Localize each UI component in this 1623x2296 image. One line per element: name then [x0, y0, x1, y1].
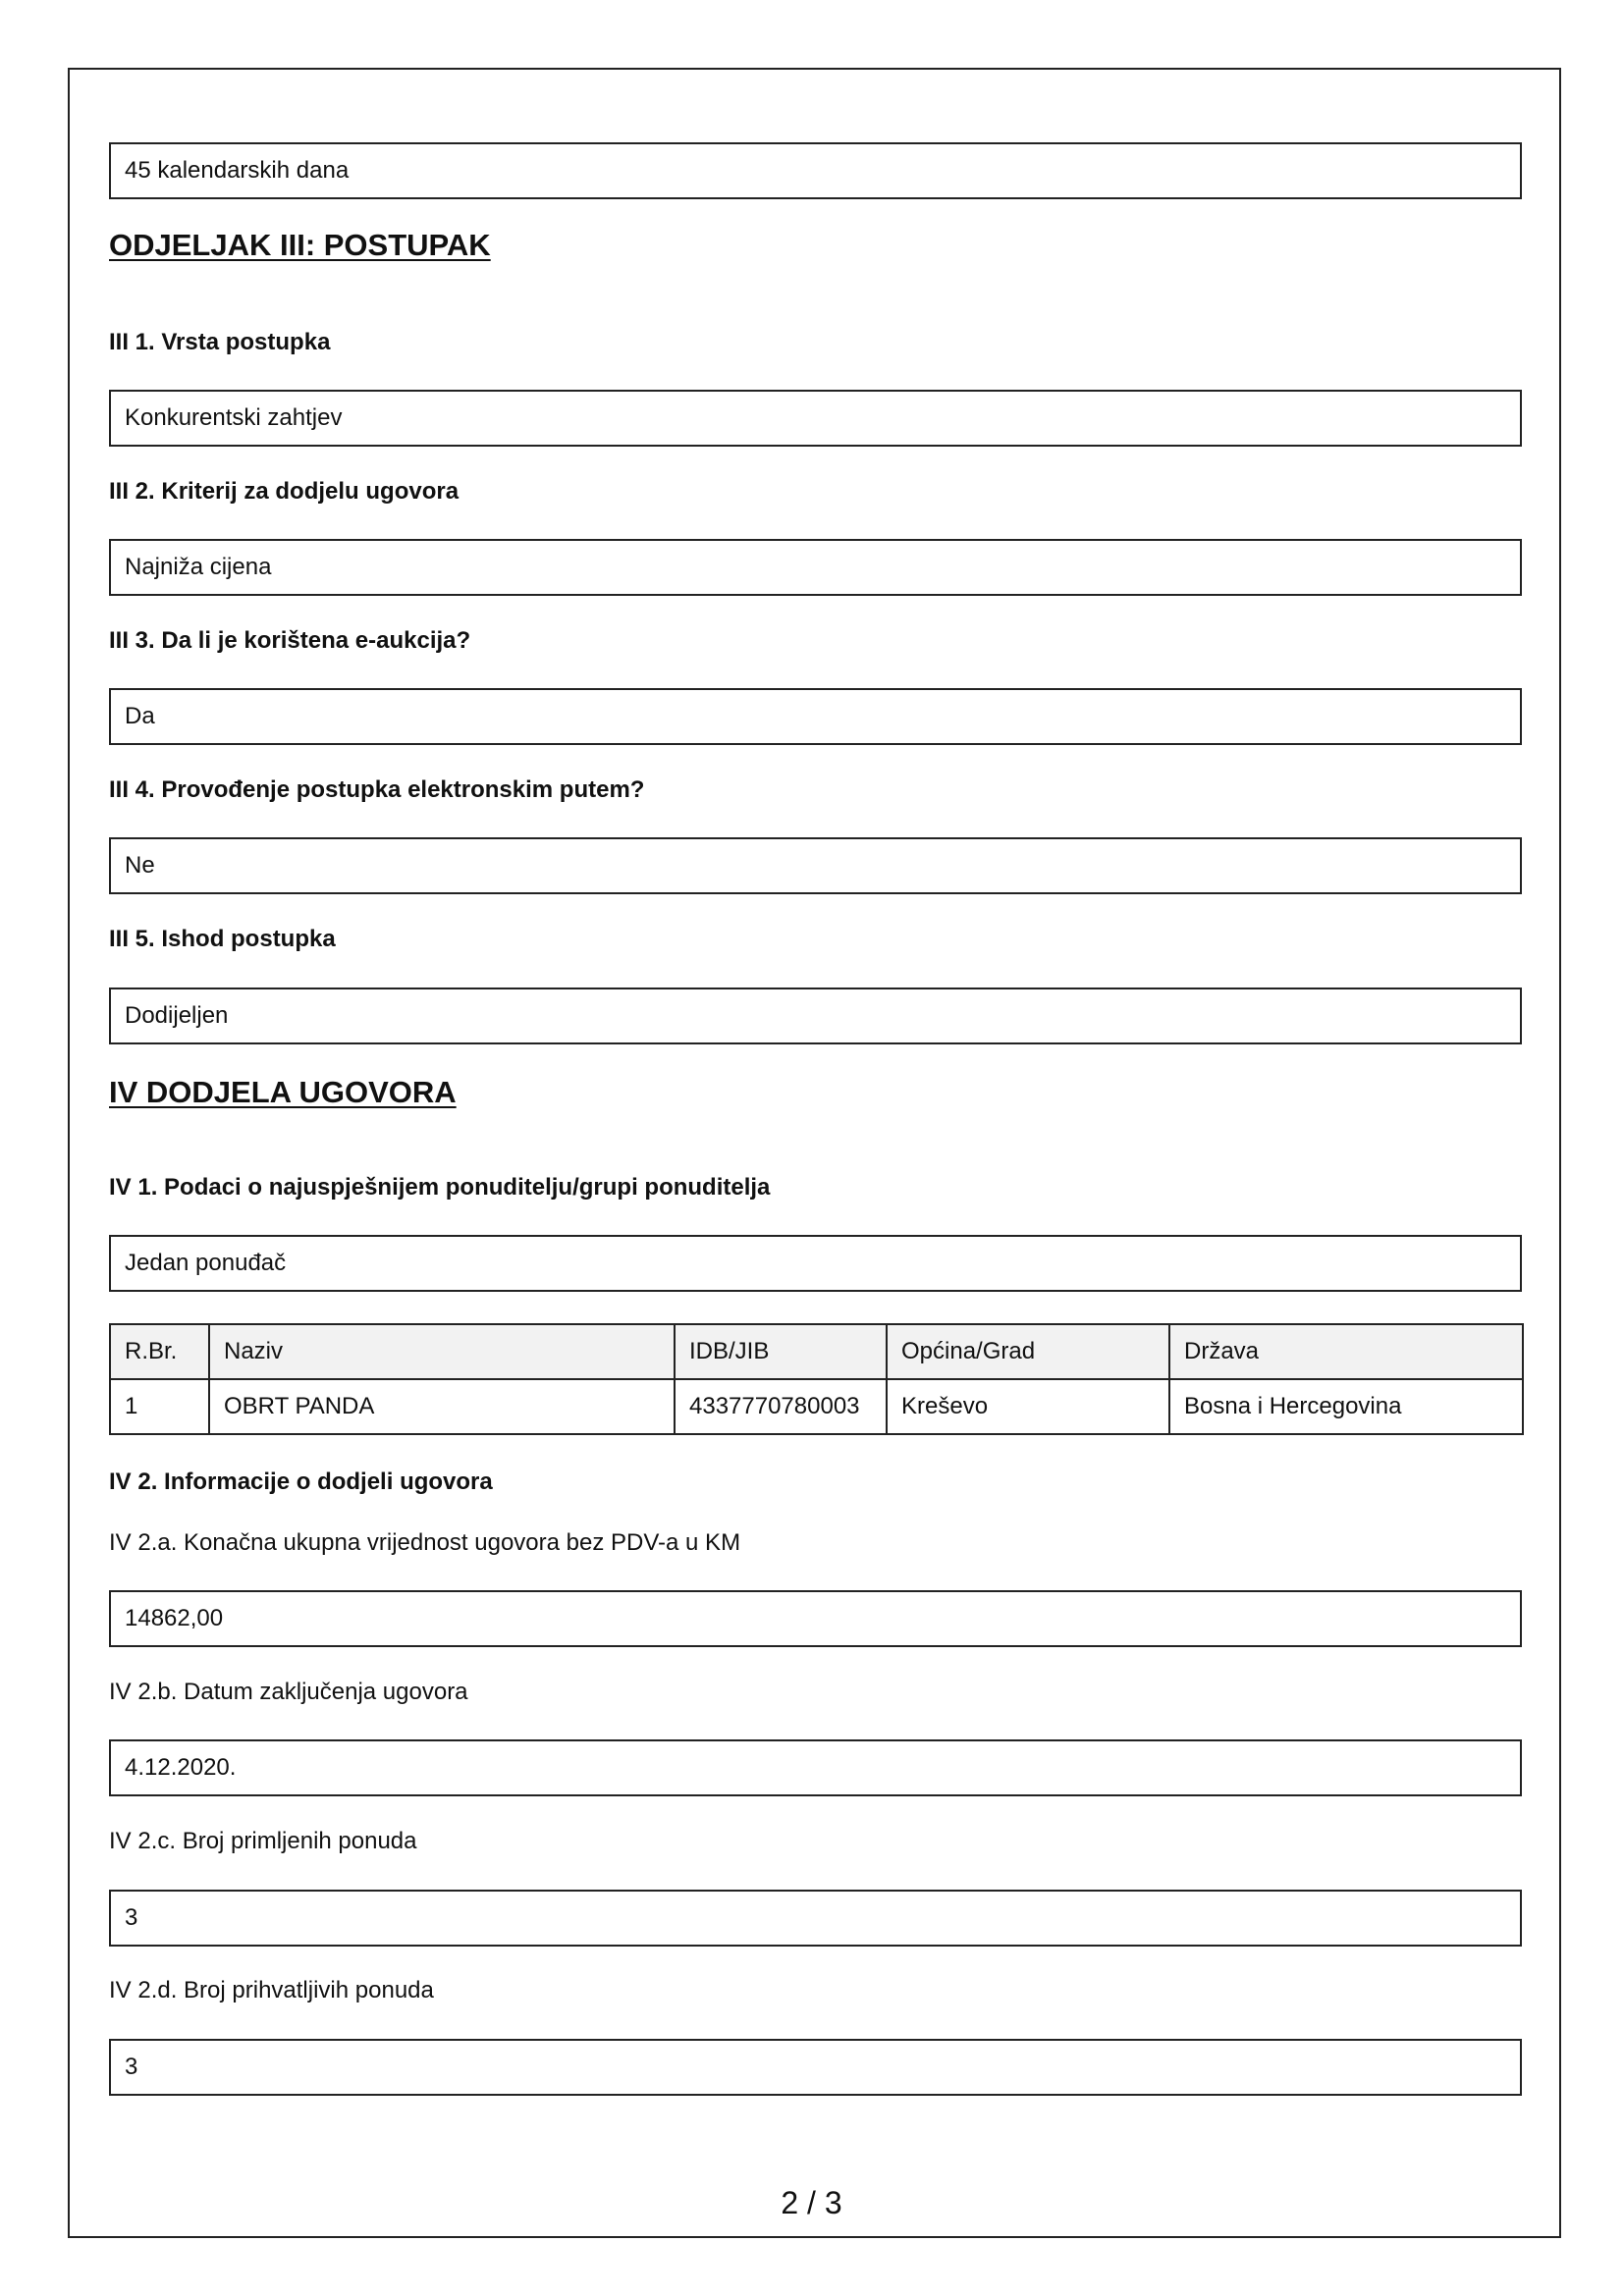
iii-4-value: Ne	[109, 837, 1522, 894]
iii-5-label: III 5. Ishod postupka	[109, 926, 336, 952]
table-header-row	[110, 1324, 1523, 1379]
section-3-title: ODJELJAK III: POSTUPAK	[109, 228, 491, 262]
iii-2-value: Najniža cijena	[109, 539, 1522, 596]
iv-2c-value: 3	[109, 1890, 1522, 1947]
iii-5-value: Dodijeljen	[109, 988, 1522, 1044]
iv-2c-label: IV 2.c. Broj primljenih ponuda	[109, 1828, 417, 1854]
iv-2b-label: IV 2.b. Datum zaključenja ugovora	[109, 1679, 468, 1705]
cell-rbr: 1	[110, 1379, 209, 1434]
table-row	[110, 1379, 1523, 1434]
column-header-drzava: Država	[1169, 1324, 1523, 1379]
iv-2d-label: IV 2.d. Broj prihvatljivih ponuda	[109, 1977, 434, 2003]
iv-1-value: Jedan ponuđač	[109, 1235, 1522, 1292]
column-header-opcina-grad: Općina/Grad	[887, 1324, 1169, 1379]
cell-naziv: OBRT PANDA	[209, 1379, 675, 1434]
bidders-table	[109, 1323, 1524, 1435]
section-4-title: IV DODJELA UGOVORA	[109, 1075, 457, 1109]
column-header-idb-jib: IDB/JIB	[675, 1324, 887, 1379]
iv-2d-value: 3	[109, 2039, 1522, 2096]
cell-opcina-grad: Kreševo	[887, 1379, 1169, 1434]
iv-2b-value: 4.12.2020.	[109, 1739, 1522, 1796]
page-number: 2 / 3	[781, 2185, 842, 2220]
delivery-period-field: 45 kalendarskih dana	[109, 142, 1522, 199]
iv-1-label: IV 1. Podaci o najuspješnijem ponuditelju/grupi ponuditelja	[109, 1174, 771, 1201]
column-header-rbr: R.Br.	[110, 1324, 209, 1379]
iv-2a-value: 14862,00	[109, 1590, 1522, 1647]
iii-2-label: III 2. Kriterij za dodjelu ugovora	[109, 478, 460, 505]
iii-3-value: Da	[109, 688, 1522, 745]
iii-4-label: III 4. Provođenje postupka elektronskim putem?	[109, 776, 645, 803]
iv-2-label: IV 2. Informacije o dodjeli ugovora	[109, 1468, 493, 1495]
cell-drzava: Bosna i Hercegovina	[1169, 1379, 1523, 1434]
iii-1-value: Konkurentski zahtjev	[109, 390, 1522, 447]
cell-idb-jib: 4337770780003	[675, 1379, 887, 1434]
iv-2a-label: IV 2.a. Konačna ukupna vrijednost ugovora bez PDV-a u KM	[109, 1529, 741, 1556]
iii-1-label: III 1. Vrsta postupka	[109, 329, 331, 355]
column-header-naziv: Naziv	[209, 1324, 675, 1379]
iii-3-label: III 3. Da li je korištena e-aukcija?	[109, 627, 471, 654]
